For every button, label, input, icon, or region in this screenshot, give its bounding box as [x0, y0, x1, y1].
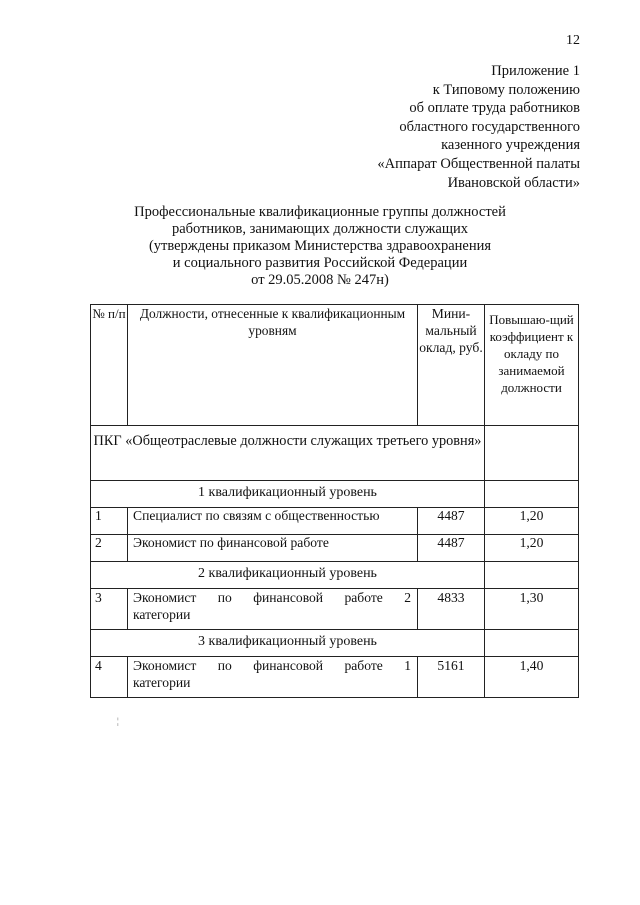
row-num: 3: [91, 589, 128, 630]
row-num: 2: [91, 535, 128, 562]
row-salary: 4487: [418, 535, 485, 562]
row-num: 1: [91, 508, 128, 535]
row-coefficient: 1,30: [485, 589, 579, 630]
table-row: [91, 589, 579, 630]
title-line: и социального развития Российской Федерации: [172, 255, 468, 271]
level-row: [91, 562, 579, 589]
title-line: работников, занимающих должности служащих: [171, 221, 469, 237]
level-row: [91, 630, 579, 657]
group-title: ПКГ «Общеотраслевые должности служащих третьего уровня»: [91, 426, 485, 481]
row-position: Специалист по связям с общественностью: [128, 508, 418, 535]
row-position-line: Экономист по финансовой работе 1: [133, 658, 411, 673]
empty-cell: [485, 562, 579, 589]
row-position-line: категории: [133, 607, 191, 622]
appendix-block: [280, 62, 580, 192]
level-title: 1 квалификационный уровень: [91, 481, 485, 508]
scan-mark: ¦: [117, 716, 119, 726]
title-line: от 29.05.2008 № 247н): [251, 272, 389, 288]
table-row: [91, 535, 579, 562]
document-title: [105, 204, 535, 289]
header-coefficient: Повышаю-щий коэффициент к окладу по занимаемой должности: [485, 305, 579, 426]
table-row: [91, 657, 579, 698]
level-title: 2 квалификационный уровень: [91, 562, 485, 589]
qualification-table: [90, 304, 579, 698]
row-coefficient: 1,40: [485, 657, 579, 698]
empty-cell: [485, 630, 579, 657]
level-row: [91, 481, 579, 508]
appendix-line: Ивановской области»: [447, 174, 580, 191]
appendix-line: об оплате труда работников: [409, 100, 580, 117]
table-header-row: [91, 305, 579, 426]
appendix-line: Приложение 1: [491, 63, 580, 79]
row-coefficient: 1,20: [485, 508, 579, 535]
level-title: 3 квалификационный уровень: [91, 630, 485, 657]
table-row: [91, 508, 579, 535]
appendix-line: «Аппарат Общественной палаты: [377, 155, 580, 172]
header-num: № п/п: [91, 305, 128, 426]
page-number: 12: [566, 33, 580, 48]
row-position-line: Экономист по финансовой работе 2: [133, 590, 411, 605]
appendix-line: областного государственного: [399, 118, 580, 135]
header-position: Должности, отнесенные к квалификационным уровням: [128, 305, 418, 426]
row-num: 4: [91, 657, 128, 698]
row-position-line: категории: [133, 675, 191, 690]
empty-cell: [485, 426, 579, 481]
row-coefficient: 1,20: [485, 535, 579, 562]
row-salary: 4833: [418, 589, 485, 630]
row-salary: 5161: [418, 657, 485, 698]
row-position: Экономист по финансовой работе: [128, 535, 418, 562]
title-line: Профессиональные квалификационные группы должностей: [134, 204, 506, 220]
appendix-line: казенного учреждения: [441, 137, 580, 154]
row-position: [128, 657, 418, 698]
empty-cell: [485, 481, 579, 508]
row-position: [128, 589, 418, 630]
row-salary: 4487: [418, 508, 485, 535]
header-salary: Мини-мальный оклад, руб.: [418, 305, 485, 426]
group-row: [91, 426, 579, 481]
appendix-line: к Типовому положению: [432, 81, 580, 98]
title-line: (утверждены приказом Министерства здравоохранения: [148, 238, 492, 254]
